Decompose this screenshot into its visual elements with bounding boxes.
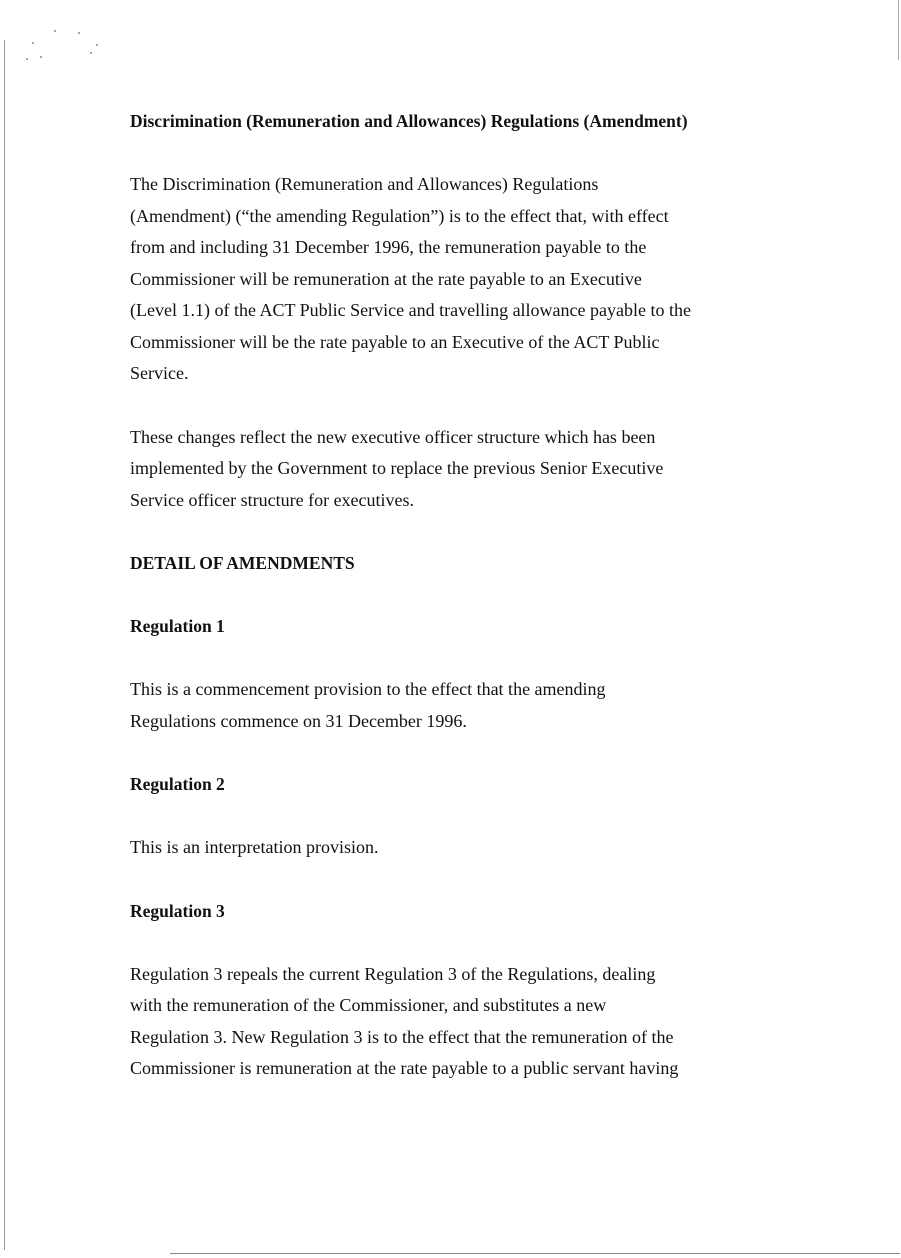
scan-speck: [54, 30, 56, 32]
scan-speck: [26, 58, 28, 60]
paragraph-line: Regulations commence on 31 December 1996.: [130, 710, 467, 731]
paragraph-line: implemented by the Government to replace the previous Senior Executive: [130, 458, 664, 478]
paragraph-line: Commissioner is remuneration at the rate payable to a public servant having: [130, 1058, 679, 1078]
regulation-1-heading: Regulation 1: [130, 616, 225, 636]
paragraph-line: Commissioner will be the rate payable to an Executive of the ACT Public: [130, 331, 660, 352]
paragraph-line: Service officer structure for executives.: [130, 489, 415, 510]
paragraph-line: This is an interpretation provision.: [130, 837, 379, 857]
paragraph-line: This is a commencement provision to the effect that the amending: [130, 679, 606, 699]
paragraph-line: These changes reflect the new executive officer structure which has been: [130, 426, 656, 447]
scan-speck: [90, 52, 92, 54]
regulation-2-paragraph: [130, 832, 790, 864]
scan-edge-right: [898, 0, 899, 60]
paragraph-line: Regulation 3. New Regulation 3 is to the effect that the remuneration of the: [130, 1026, 674, 1047]
scan-speck: [96, 44, 98, 46]
intro-paragraph: [130, 169, 790, 390]
changes-paragraph: [130, 422, 790, 517]
scan-speck: [78, 32, 80, 34]
regulation-1-paragraph: [130, 674, 790, 737]
regulation-3-heading: Regulation 3: [130, 900, 225, 921]
scan-edge-left: [4, 40, 5, 1250]
scan-speck: [40, 56, 42, 58]
paragraph-line: Service.: [130, 363, 189, 383]
paragraph-line: (Level 1.1) of the ACT Public Service and travelling allowance payable to the: [130, 300, 691, 320]
paragraph-line: (Amendment) (“the amending Regulation”) is to the effect that, with effect: [130, 205, 669, 226]
detail-heading: DETAIL OF AMENDMENTS: [130, 553, 355, 573]
paragraph-line: The Discrimination (Remuneration and Allowances) Regulations: [130, 174, 599, 194]
document-body: [130, 106, 790, 1117]
paragraph-line: Commissioner will be remuneration at the rate payable to an Executive: [130, 268, 642, 289]
scan-edge-bottom: [170, 1253, 900, 1254]
regulation-2-heading: Regulation 2: [130, 774, 225, 794]
document-title: Discrimination (Remuneration and Allowances) Regulations (Amendment): [130, 111, 688, 131]
paragraph-line: from and including 31 December 1996, the remuneration payable to the: [130, 237, 647, 257]
scan-speck: [32, 42, 34, 44]
regulation-3-paragraph: [130, 959, 790, 1085]
paragraph-line: Regulation 3 repeals the current Regulation 3 of the Regulations, dealing: [130, 963, 656, 984]
paragraph-line: with the remuneration of the Commissioner, and substitutes a new: [130, 995, 607, 1015]
